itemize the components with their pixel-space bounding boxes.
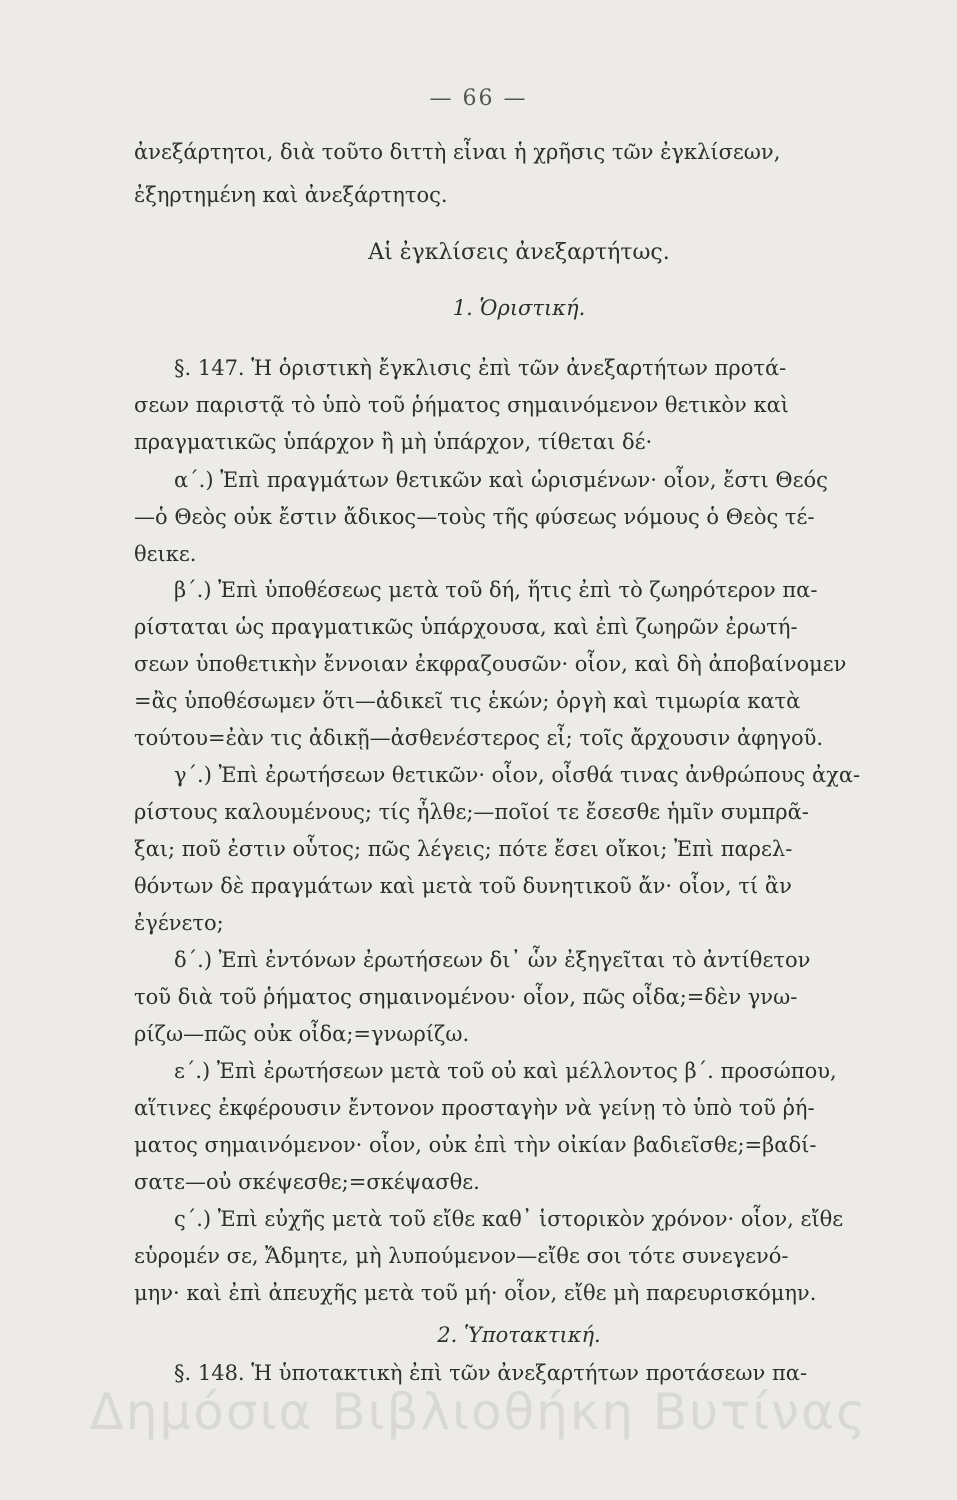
item-e-line-2: αἵτινες ἐκφέρουσιν ἔντονον προσταγὴν νὰ γείνῃ τὸ ὑπὸ τοῦ ῥή-	[134, 1096, 815, 1120]
paragraph-148-line-1: §. 148. Ἡ ὑποτακτικὴ ἐπὶ τῶν ἀνεξαρτήτων προτάσεων πα-	[174, 1361, 808, 1385]
item-st-line-1: ς΄.) Ἐπὶ εὐχῆς μετὰ τοῦ εἴθε καθ᾽ ἱστορικὸν χρόνον· οἷον, εἴθε	[174, 1207, 844, 1231]
item-g-line-1: γ΄.) Ἐπὶ ἐρωτήσεων θετικῶν· οἷον, οἶσθά τινας ἀνθρώπους ἀχα-	[174, 763, 861, 787]
item-g-line-2: ρίστους καλουμένους; τίς ἦλθε;—ποῖοί τε ἔσεσθε ἡμῖν συμπρᾶ-	[134, 800, 809, 824]
item-st-line-2: εὑρομέν σε, Ἄδμητε, μὴ λυπούμενον—εἴθε σοι τότε συνεγενό-	[134, 1244, 789, 1268]
item-g-line-4: θόντων δὲ πραγμάτων καὶ μετὰ τοῦ δυνητικοῦ ἄν· οἷον, τί ἂν	[134, 874, 792, 898]
subheading-ypotaktiki: 2. Ὑποτακτική.	[437, 1323, 601, 1347]
item-e-line-3: ματος σημαινόμενον· οἷον, οὐκ ἐπὶ τὴν οἰκίαν βαδιεῖσθε;=βαδί-	[134, 1133, 817, 1157]
item-b-line-3: σεων ὑποθετικὴν ἔννοιαν ἐκφραζουσῶν· οἷον, καὶ δὴ ἀποβαίνομεν	[134, 652, 847, 676]
page-body	[134, 0, 904, 1400]
item-e-line-4: σατε—οὐ σκέψεσθε;=σκέψασθε.	[134, 1170, 480, 1194]
paragraph-147-line-2: σεων παριστᾷ τὸ ὑπὸ τοῦ ῥήματος σημαινόμενον θετικὸν καὶ	[134, 393, 790, 417]
library-watermark: Δημόσια Βιβλιοθήκη Βυτίνας	[89, 1383, 868, 1441]
item-g-line-3: ξαι; ποῦ ἐστιν οὗτος; πῶς λέγεις; πότε ἔσει οἴκοι; Ἐπὶ παρελ-	[134, 837, 793, 861]
item-b-line-2: ρίσταται ὡς πραγματικῶς ὑπάρχουσα, καὶ ἐπὶ ζωηρῶν ἐρωτή-	[134, 615, 798, 639]
item-d-line-2: τοῦ διὰ τοῦ ῥήματος σημαινομένου· οἷον, πῶς οἶδα;=δὲν γνω-	[134, 985, 798, 1009]
item-a-line-3: θεικε.	[134, 542, 197, 566]
paragraph-147-line-3: πραγματικῶς ὑπάρχον ἢ μὴ ὑπάρχον, τίθεται δέ·	[134, 430, 653, 454]
item-b-line-4: =ἂς ὑποθέσωμεν ὅτι—ἀδικεῖ τις ἑκών; ὀργὴ καὶ τιμωρία κατὰ	[134, 689, 801, 713]
item-d-line-3: ρίζω—πῶς οὐκ οἶδα;=γνωρίζω.	[134, 1022, 470, 1046]
item-a-line-1: α΄.) Ἐπὶ πραγμάτων θετικῶν καὶ ὡρισμένων· οἷον, ἔστι Θεός	[174, 468, 828, 492]
item-b-line-1: β΄.) Ἐπὶ ὑποθέσεως μετὰ τοῦ δή, ἥτις ἐπὶ τὸ ζωηρότερον πα-	[174, 578, 818, 602]
item-st-line-3: μην· καὶ ἐπὶ ἀπευχῆς μετὰ τοῦ μή· οἷον, εἴθε μὴ παρευρισκόμην.	[134, 1281, 817, 1305]
intro-line-1: ἀνεξάρτητοι, διὰ τοῦτο διττὴ εἶναι ἡ χρῆσις τῶν ἐγκλίσεων,	[134, 140, 781, 164]
section-heading: Αἱ ἐγκλίσεις ἀνεξαρτήτως.	[368, 240, 670, 265]
intro-line-2: ἐξηρτημένη καὶ ἀνεξάρτητος.	[134, 183, 448, 207]
item-e-line-1: ε΄.) Ἐπὶ ἐρωτήσεων μετὰ τοῦ οὐ καὶ μέλλοντος β΄. προσώπου,	[174, 1059, 837, 1083]
subheading-oristiki: 1. Ὁριστική.	[452, 296, 586, 320]
item-g-line-5: ἐγένετο;	[134, 911, 224, 935]
item-a-line-2: —ὁ Θεὸς οὐκ ἔστιν ἄδικος—τοὺς τῆς φύσεως νόμους ὁ Θεὸς τέ-	[134, 505, 815, 529]
paragraph-147-line-1: §. 147. Ἡ ὁριστικὴ ἔγκλισις ἐπὶ τῶν ἀνεξαρτήτων προτά-	[174, 356, 787, 380]
page-number: — 66 —	[429, 86, 528, 111]
item-b-line-5: τούτου=ἐὰν τις ἀδικῇ—ἀσθενέστερος εἶ; τοῖς ἄρχουσιν ἀφηγοῦ.	[134, 726, 824, 750]
item-d-line-1: δ΄.) Ἐπὶ ἐντόνων ἐρωτήσεων δι᾽ ὧν ἐξηγεῖται τὸ ἀντίθετον	[174, 948, 811, 972]
